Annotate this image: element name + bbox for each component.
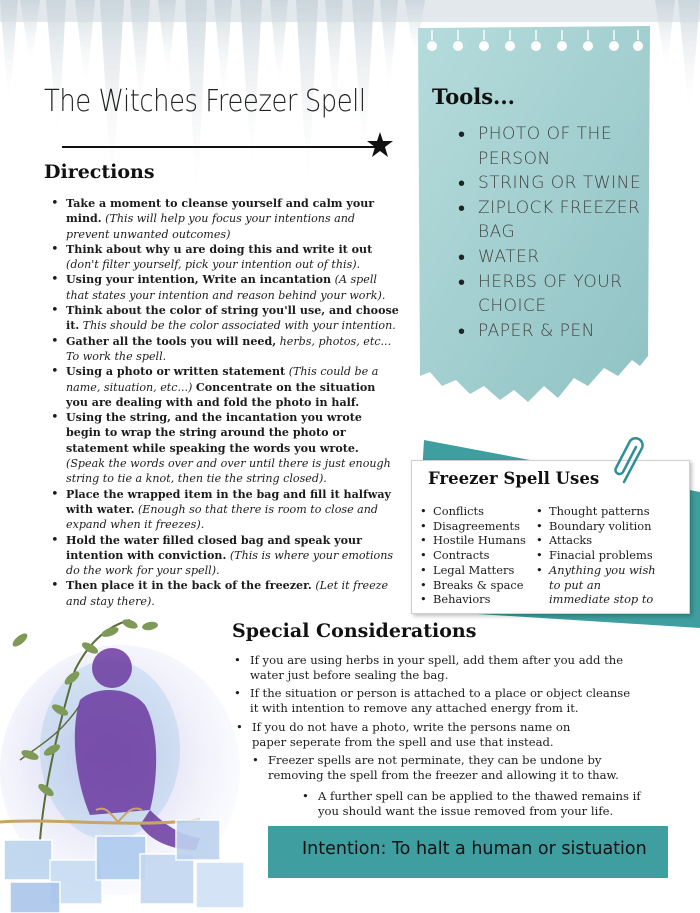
special-item-text: • If the situation or person is attached to a place or object cleanse it with intention to remove any attached energy from it. [234, 686, 634, 716]
direction-item: • Using a photo or written statement (This could be a name, situation, etc...) Concentrate on the situation you are dealing with and fold the photo in half. [48, 364, 400, 410]
tool-item: • PHOTO OF THE PERSON [458, 122, 643, 171]
special-item [252, 753, 632, 783]
special-item-text: • Freezer spells are not perminate, they can be undone by removing the spell from the freezer and allowing it to thaw. [252, 753, 632, 783]
use-item: • Behaviors [420, 592, 536, 607]
tool-item: • HERBS OF YOUR CHOICE [458, 270, 643, 319]
title-divider [62, 146, 378, 148]
use-item: • Hostile Humans [420, 533, 536, 548]
star-icon [366, 131, 394, 159]
direction-item: • Think about the color of string you'll use, and choose it. This should be the color associated with your intention. [48, 303, 400, 334]
special-item [234, 653, 624, 683]
special-item-text: • A further spell can be applied to the thawed remains if you should want the issue removed from your life. [302, 789, 642, 819]
direction-item: • Gather all the tools you will need, herbs, photos, etc... To work the spell. [48, 334, 400, 365]
direction-item: • Using your intention, Write an incantation (A spell that states your intention and reason behind your work). [48, 272, 400, 303]
use-item: • Contracts [420, 548, 536, 563]
direction-item: • Then place it in the back of the freezer. (Let it freeze and stay there). [48, 578, 400, 609]
direction-item: • Using the string, and the incantation you wrote begin to wrap the string around the photo or statement while speaking the words you wrote. (Speak the words over and over until there is just enough string to tie a knot, then tie the string closed). [48, 410, 400, 486]
intention-text: Intention: To halt a human or sistuation [302, 839, 647, 859]
special-item [234, 686, 634, 716]
special-item-text: • If you do not have a photo, write the persons name on paper seperate from the spell and use that instead. [236, 720, 606, 750]
directions-heading: Directions [44, 161, 155, 183]
direction-item: • Place the wrapped item in the bag and fill it halfway with water. (Enough so that there is room to close and expand when it freezes). [48, 487, 400, 533]
use-item: • Conflicts [420, 504, 536, 519]
special-item [236, 720, 606, 750]
tools-list [458, 122, 643, 343]
use-item: • Thought patterns [536, 504, 656, 519]
page-title: The Witches Freezer Spell [44, 84, 366, 119]
use-item: • Disagreements [420, 519, 536, 534]
special-considerations-heading: Special Considerations [232, 620, 477, 642]
special-item-text: • If you are using herbs in your spell, add them after you add the water just before sealing the bag. [234, 653, 624, 683]
uses-list-right [536, 504, 656, 607]
tool-item: • STRING OR TWINE [458, 171, 643, 196]
use-item: • Attacks [536, 533, 656, 548]
directions-list [48, 196, 400, 609]
use-item: • Breaks & space [420, 578, 536, 593]
use-item: • Finacial problems [536, 548, 656, 563]
paperclip-icon [612, 436, 652, 488]
tool-item: • WATER [458, 245, 643, 270]
special-item [302, 789, 642, 819]
use-item-italic: • Anything you wish to put an immediate stop to [536, 563, 656, 607]
direction-item: • Take a moment to cleanse yourself and calm your mind. (This will help you focus your intentions and prevent unwanted outcomes) [48, 196, 400, 242]
use-item: • Legal Matters [420, 563, 536, 578]
tool-item: • PAPER & PEN [458, 319, 643, 344]
tool-item: • ZIPLOCK FREEZER BAG [458, 196, 643, 245]
direction-item: • Think about why u are doing this and write it out (don't filter yourself, pick your intention out of this). [48, 242, 400, 273]
uses-list-left [420, 504, 536, 607]
direction-item: • Hold the water filled closed bag and speak your intention with conviction. (This is where your emotions do the work for your spell). [48, 533, 400, 579]
use-item: • Boundary volition [536, 519, 656, 534]
tools-heading: Tools... [432, 84, 515, 109]
uses-heading: Freezer Spell Uses [428, 469, 600, 488]
